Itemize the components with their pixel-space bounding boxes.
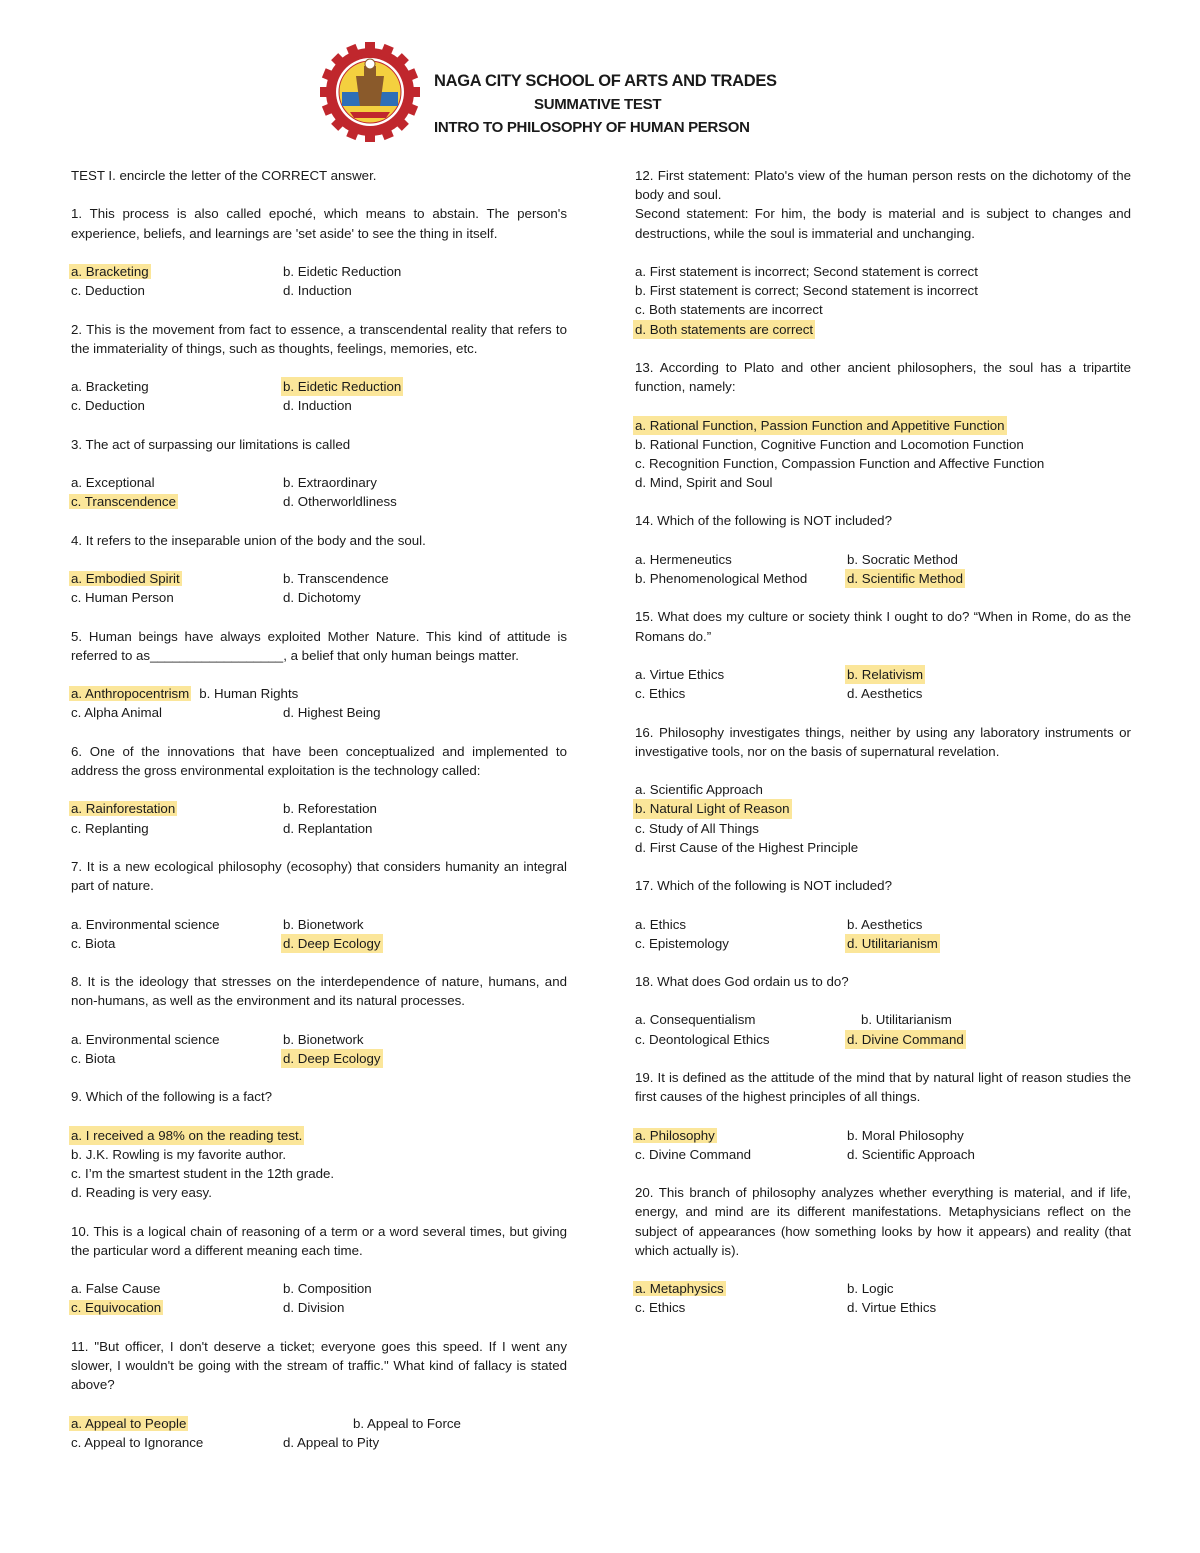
question-stem: 12. First statement: Plato's view of the human person rests on the dichotomy of the body and soul.	[635, 168, 1131, 203]
question-1	[71, 204, 567, 300]
question-stem: 9. Which of the following is a fact?	[71, 1089, 273, 1105]
question-stem: 1. This process is also called epoché, which means to abstain. The person's experience, beliefs, and learnings are 'set aside' to see the thing in itself.	[71, 206, 567, 241]
question-stem: 14. Which of the following is NOT included?	[635, 513, 892, 529]
answer-option[interactable]: d. Both statements are correct	[633, 320, 815, 339]
answer-option[interactable]: c. Ethics	[635, 686, 686, 702]
answer-option[interactable]: b. Aesthetics	[847, 916, 923, 932]
answer-option[interactable]: c. Human Person	[71, 590, 174, 606]
answer-option[interactable]: b. Transcendence	[283, 571, 389, 587]
answer-option[interactable]: a. Environmental science	[71, 1031, 220, 1047]
question-16	[635, 723, 1131, 857]
answer-option[interactable]: c. Epistemology	[635, 935, 729, 951]
answer-option[interactable]: d. Aesthetics	[847, 686, 923, 702]
answer-option[interactable]: d. Mind, Spirit and Soul	[635, 475, 773, 491]
answer-option[interactable]: b. Reforestation	[283, 801, 377, 817]
answer-option[interactable]: a. Environmental science	[71, 916, 220, 932]
question-stem: 5. Human beings have always exploited Mother Nature. This kind of attitude is referred to as__________________, a belief that only human beings matter.	[71, 628, 567, 663]
left-column	[71, 166, 567, 1471]
question-4	[71, 531, 567, 608]
question-stem: 8. It is the ideology that stresses on the interdependence of nature, humans, and non-humans, as well as the environment and its natural processes.	[71, 974, 567, 1009]
question-stem: 3. The act of surpassing our limitations is called	[71, 436, 351, 452]
answer-option[interactable]: d. Replantation	[283, 820, 373, 836]
answer-option[interactable]: b. Natural Light of Reason	[633, 799, 792, 818]
answer-option[interactable]: a. Virtue Ethics	[635, 667, 725, 683]
answer-option[interactable]: d. Scientific Method	[845, 569, 965, 588]
question-8	[71, 972, 567, 1068]
question-stem: 19. It is defined as the attitude of the mind that by natural light of reason studies the first causes of the highest principles of all things.	[635, 1070, 1131, 1105]
answer-option[interactable]: d. Reading is very easy.	[71, 1185, 212, 1201]
answer-option[interactable]: b. J.K. Rowling is my favorite author.	[71, 1146, 287, 1162]
answer-option[interactable]: c. Deontological Ethics	[635, 1031, 770, 1047]
question-stem: 7. It is a new ecological philosophy (ecosophy) that considers humanity an integral part of nature.	[71, 858, 567, 894]
question-stem: 6. One of the innovations that have been conceptualized and implemented to address the gross environmental exploitation is the technology called:	[71, 743, 567, 778]
question-5	[71, 627, 567, 723]
answer-option[interactable]: c. Transcendence	[71, 494, 176, 510]
question-stem: 17. Which of the following is NOT included?	[635, 878, 892, 894]
test-instructions: TEST I. encircle the letter of the CORRECT answer.	[71, 168, 377, 183]
answer-option[interactable]: a. Rational Function, Passion Function and Appetitive Function	[633, 416, 1007, 435]
answer-option[interactable]: b. Eidetic Reduction	[281, 377, 403, 396]
answer-option[interactable]: b. Composition	[283, 1281, 372, 1297]
answer-option[interactable]: d. Deep Ecology	[281, 1049, 383, 1068]
answer-option[interactable]: c. Recognition Function, Compassion Function and Affective Function	[635, 455, 1045, 471]
answer-option[interactable]: d. First Cause of the Highest Principle	[635, 839, 859, 855]
answer-option[interactable]: b. Appeal to Force	[353, 1415, 461, 1431]
answer-option[interactable]: c. Deduction	[71, 283, 145, 299]
question-15	[635, 607, 1131, 703]
answer-option[interactable]: d. Otherworldliness	[283, 494, 397, 510]
answer-option[interactable]: c. Biota	[71, 1050, 116, 1066]
answer-option[interactable]: c. Study of All Things	[635, 820, 759, 836]
answer-option[interactable]: c. Replanting	[71, 820, 149, 836]
test-type: SUMMATIVE TEST	[534, 96, 662, 113]
answer-option[interactable]: a. Anthropocentrism	[71, 686, 190, 702]
answer-option[interactable]: b. First statement is correct; Second statement is incorrect	[635, 283, 978, 299]
answer-option[interactable]: a. Scientific Approach	[635, 782, 763, 798]
answer-option[interactable]: a. Appeal to People	[71, 1415, 187, 1431]
answer-option[interactable]: d. Highest Being	[283, 705, 381, 721]
answer-option[interactable]: c. Biota	[71, 935, 116, 951]
question-3	[71, 435, 567, 512]
answer-option[interactable]: a. I received a 98% on the reading test.	[69, 1126, 304, 1145]
answer-option[interactable]: d. Appeal to Pity	[283, 1434, 380, 1450]
question-stem: 18. What does God ordain us to do?	[635, 974, 849, 990]
answer-option[interactable]: a. Exceptional	[71, 475, 155, 491]
document-header	[320, 42, 940, 142]
right-column	[635, 166, 1131, 1337]
question-stem: 13. According to Plato and other ancient philosophers, the soul has a tripartite function, namely:	[635, 359, 1131, 395]
answer-option[interactable]: c. Deduction	[71, 398, 145, 414]
question-stem: 11. "But officer, I don't deserve a ticket; everyone goes this speed. If I went any slower, I wouldn't be going with the stream of traffic." What kind of fallacy is stated above?	[71, 1338, 567, 1393]
question-stem: 15. What does my culture or society think I ought to do? “When in Rome, do as the Romans do.”	[635, 609, 1131, 644]
school-seal-logo	[320, 42, 420, 142]
answer-option[interactable]: a. Consequentialism	[635, 1012, 756, 1028]
answer-option[interactable]: c. Both statements are incorrect	[635, 302, 823, 318]
answer-option[interactable]: a. False Cause	[71, 1281, 161, 1297]
answer-option[interactable]: a. Philosophy	[635, 1127, 715, 1143]
question-2	[71, 320, 567, 416]
answer-option[interactable]: c. Ethics	[635, 1300, 686, 1316]
answer-option[interactable]: a. Rainforestation	[71, 801, 176, 817]
answer-option[interactable]: b. Extraordinary	[283, 475, 377, 491]
answer-option[interactable]: c. Equivocation	[71, 1300, 162, 1316]
question-13	[635, 358, 1131, 492]
answer-option[interactable]: d. Utilitarianism	[845, 934, 940, 953]
question-19	[635, 1068, 1131, 1164]
question-17	[635, 876, 1131, 953]
answer-option[interactable]: d. Scientific Approach	[847, 1146, 975, 1162]
answer-option[interactable]: b. Bionetwork	[283, 1031, 364, 1047]
school-name: NAGA CITY SCHOOL OF ARTS AND TRADES	[434, 72, 777, 90]
answer-option[interactable]: b. Logic	[847, 1281, 894, 1297]
answer-option[interactable]: b. Utilitarianism	[861, 1012, 952, 1028]
answer-option[interactable]: b. Eidetic Reduction	[283, 263, 402, 279]
question-6	[71, 742, 567, 838]
answer-option[interactable]: a. Metaphysics	[635, 1281, 724, 1297]
question-stem: 16. Philosophy investigates things, neither by using any laboratory instruments or investigative tools, nor on the basis of supernatural revelation.	[635, 724, 1131, 759]
answer-option[interactable]: a. Hermeneutics	[635, 551, 732, 567]
answer-option[interactable]: b. Phenomenological Method	[635, 571, 808, 587]
answer-option[interactable]: d. Induction	[283, 283, 352, 299]
answer-option[interactable]: d. Divine Command	[845, 1030, 966, 1049]
answer-option[interactable]: a. Ethics	[635, 916, 686, 932]
answer-option[interactable]: b. Bionetwork	[283, 916, 364, 932]
answer-option[interactable]: d. Virtue Ethics	[847, 1300, 937, 1316]
answer-option[interactable]: b. Human Rights	[199, 686, 299, 702]
question-18	[635, 972, 1131, 1049]
answer-option[interactable]: a. Bracketing	[71, 263, 149, 279]
question-7	[71, 857, 567, 953]
answer-option[interactable]: b. Socratic Method	[847, 551, 958, 567]
question-stem-second: Second statement: For him, the body is material and is subject to changes and destructions, while the soul is immaterial and unchanging.	[635, 206, 1131, 241]
question-stem: 4. It refers to the inseparable union of the body and the soul.	[71, 532, 426, 548]
question-11	[71, 1337, 567, 1452]
question-stem: 10. This is a logical chain of reasoning of a term or a word several times, but giving the particular word a different meaning each time.	[71, 1223, 567, 1258]
answer-option[interactable]: d. Dichotomy	[283, 590, 361, 606]
answer-option[interactable]: b. Relativism	[845, 665, 925, 684]
answer-option[interactable]: a. First statement is incorrect; Second statement is correct	[635, 264, 978, 279]
answer-option[interactable]: a. Bracketing	[71, 379, 149, 395]
answer-option[interactable]: c. Alpha Animal	[71, 705, 162, 721]
answer-option[interactable]: c. I’m the smartest student in the 12th grade.	[71, 1166, 335, 1181]
answer-option[interactable]: a. Embodied Spirit	[71, 571, 180, 587]
subject-title: INTRO TO PHILOSOPHY OF HUMAN PERSON	[434, 119, 750, 136]
question-14	[635, 511, 1131, 588]
answer-option[interactable]: d. Deep Ecology	[281, 934, 383, 953]
question-stem: 2. This is the movement from fact to essence, a transcendental reality that refers to the immateriality of things, such as thoughts, feelings, memories, etc.	[71, 321, 567, 356]
question-10	[71, 1222, 567, 1318]
answer-option[interactable]: c. Divine Command	[635, 1146, 752, 1162]
question-9	[71, 1087, 567, 1202]
question-20	[635, 1183, 1131, 1317]
question-12	[635, 166, 1131, 339]
answer-option[interactable]: c. Appeal to Ignorance	[71, 1434, 204, 1450]
answer-option[interactable]: d. Induction	[283, 398, 352, 414]
answer-option[interactable]: d. Division	[283, 1300, 345, 1316]
question-stem: 20. This branch of philosophy analyzes whether everything is material, and if life, energy, and mind are its different manifestations. Metaphysicians reflect on the subject of appearances (how something looks by how it appears) and reality (that which actually is).	[635, 1185, 1131, 1258]
answer-option[interactable]: b. Moral Philosophy	[847, 1127, 964, 1143]
answer-option[interactable]: b. Rational Function, Cognitive Function and Locomotion Function	[635, 436, 1024, 452]
